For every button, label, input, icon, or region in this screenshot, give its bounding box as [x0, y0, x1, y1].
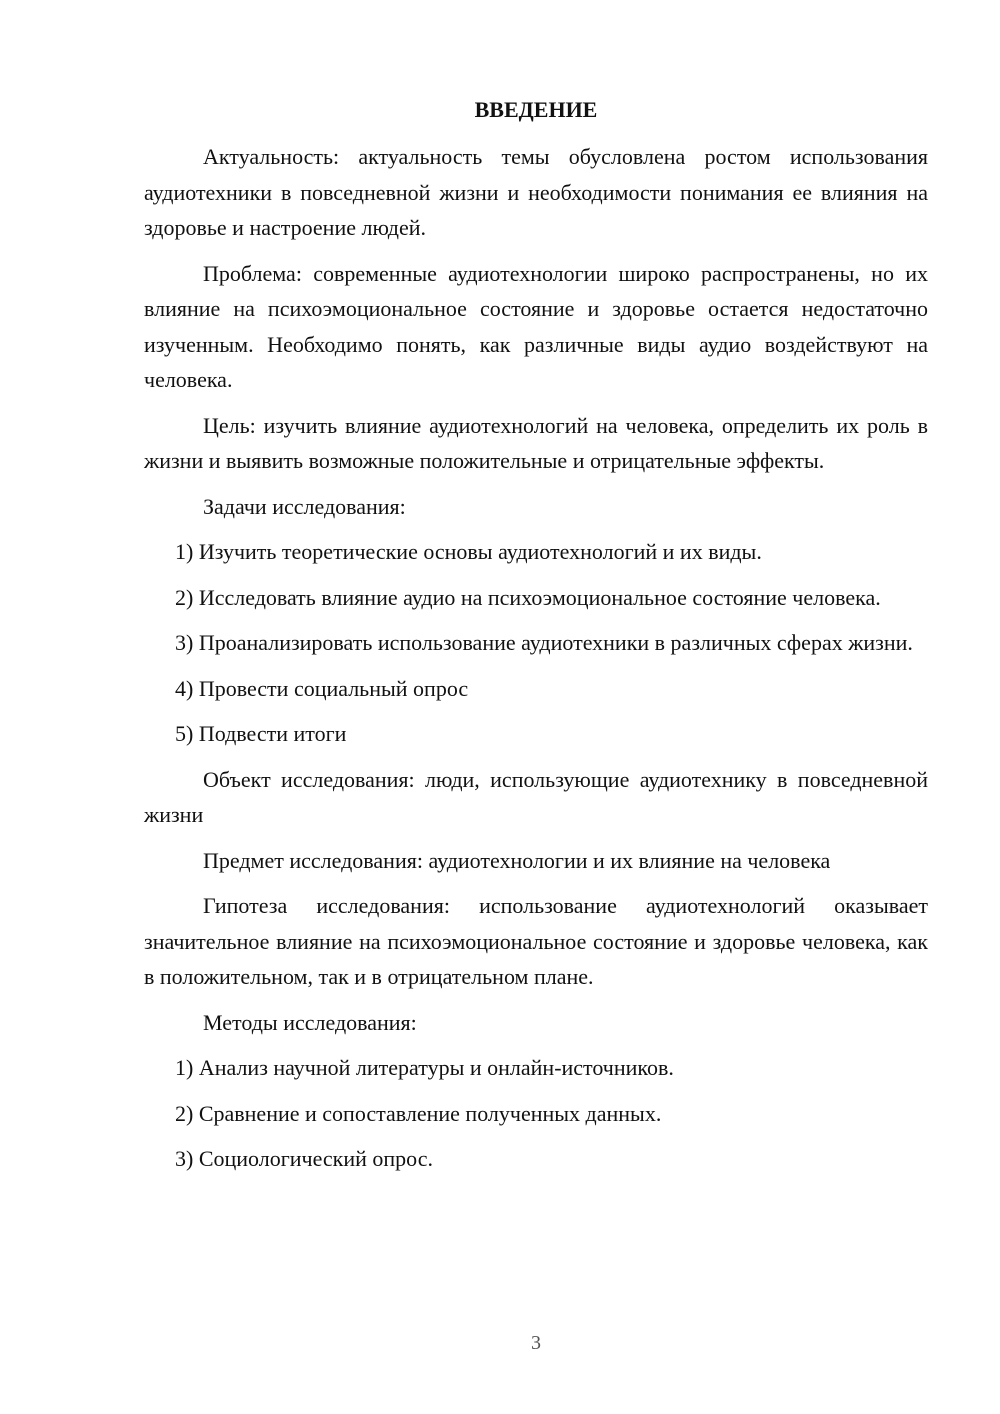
method-item: 3) Социологический опрос.: [175, 1146, 433, 1171]
hypothesis-paragraph: Гипотеза исследования: использование аудиотехнологий оказывает значительное влияние на психоэмоциональное состояние и здоровье человека, как в положительном, так и в отрицательном плане.: [144, 893, 928, 989]
tasks-heading: Задачи исследования:: [203, 493, 406, 519]
task-item: 4) Провести социальный опрос: [175, 675, 469, 701]
relevance-paragraph: Актуальность: актуальность темы обусловлена ростом использования аудиотехники в повседневной жизни и необходимости понимания ее влияния на здоровье и настроение людей.: [144, 144, 928, 240]
object-paragraph: Объект исследования: люди, использующие аудиотехнику в повседневной жизни: [144, 766, 928, 827]
page-title: ВВЕДЕНИЕ: [474, 97, 598, 122]
subject-paragraph: Предмет исследования: аудиотехнологии и их влияние на человека: [203, 847, 831, 873]
problem-paragraph: Проблема: современные аудиотехнологии широко распространены, но их влияние на психоэмоциональное состояние и здоровье остается недостаточно изученным. Необходимо понять, как различные виды аудио воздействуют на человека.: [144, 260, 928, 392]
method-item: 2) Сравнение и сопоставление полученных данных.: [175, 1100, 662, 1126]
task-item: 3) Проанализировать использование аудиотехники в различных сферах жизни.: [175, 630, 913, 655]
task-item: 1) Изучить теоретические основы аудиотехнологий и их виды.: [175, 539, 762, 564]
goal-paragraph: Цель: изучить влияние аудиотехнологий на человека, определить их роль в жизни и выявить возможные положительные и отрицательные эффекты.: [144, 412, 928, 473]
task-item: 2) Исследовать влияние аудио на психоэмоциональное состояние человека.: [175, 584, 881, 610]
methods-heading: Методы исследования:: [203, 1009, 417, 1035]
document-page: [144, 92, 928, 1187]
task-item: 5) Подвести итоги: [175, 721, 347, 746]
method-item: 1) Анализ научной литературы и онлайн-источников.: [175, 1055, 674, 1080]
page-number: 3: [531, 1332, 541, 1354]
